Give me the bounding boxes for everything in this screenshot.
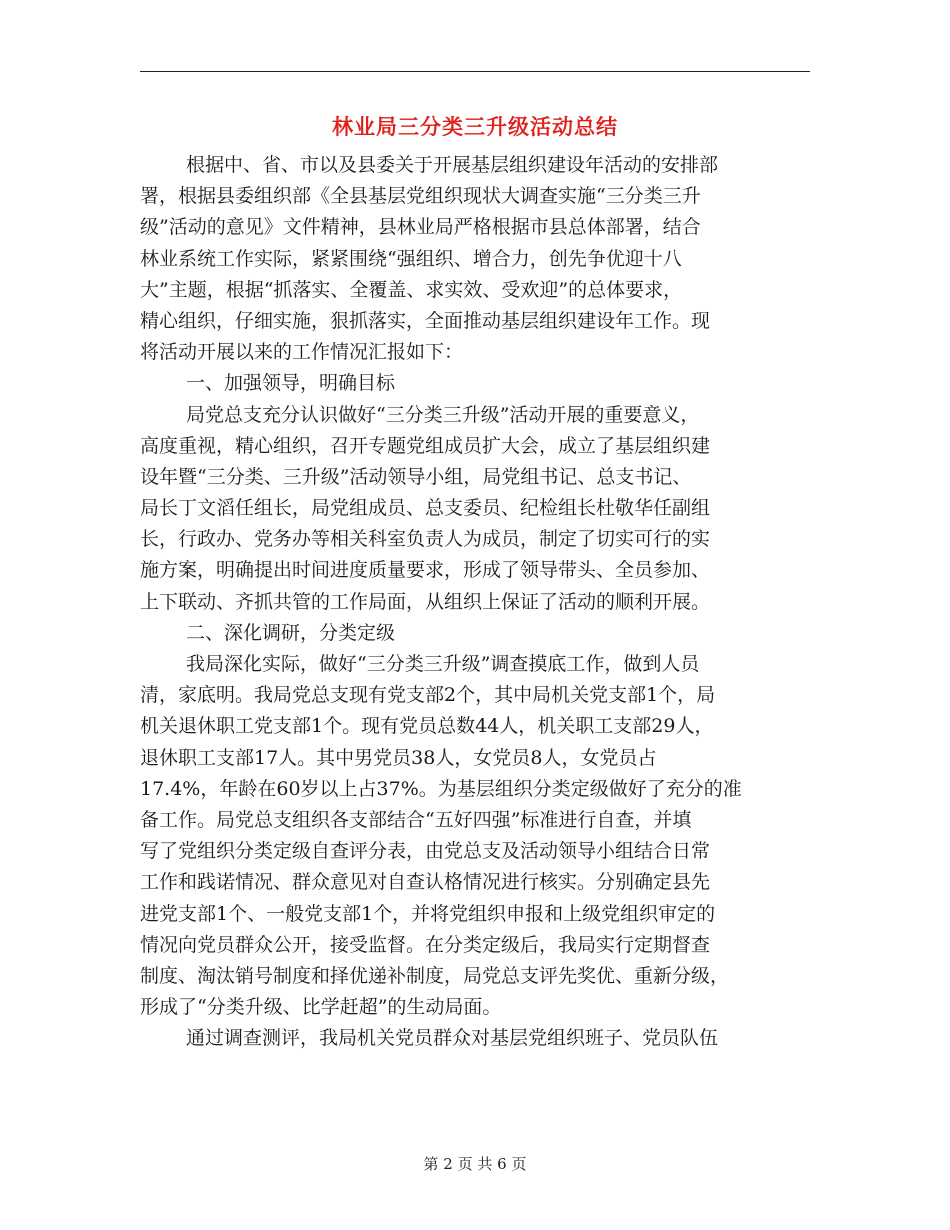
body-line: 林业系统工作实际，紧紧围绕“强组织、增合力，创先争优迎十八 [140, 247, 682, 270]
body-line: 清，家底明。我局党总支现有党支部2个，其中局机关党支部1个，局 [140, 684, 716, 707]
header-rule [140, 71, 810, 72]
body-line: 通过调查测评，我局机关党员群众对基层党组织班子、党员队伍 [186, 1027, 719, 1050]
document-title: 林业局三分类三升级活动总结 [332, 115, 618, 139]
body-line: 退休职工支部17人。其中男党员38人，女党员8人，女党员占 [140, 746, 657, 769]
body-line: 高度重视，精心组织，召开专题党组成员扩大会，成立了基层组织建 [140, 434, 711, 457]
body-line: 工作和践诺情况、群众意见对自查认格情况进行核实。分别确定县先 [140, 871, 711, 894]
body-line: 局党总支充分认识做好“三分类三升级”活动开展的重要意义， [186, 403, 700, 426]
body-line: 施方案，明确提出时间进度质量要求，形成了领导带头、全员参加、 [140, 559, 711, 582]
body-line: 制度、淘汰销号制度和择优递补制度，局党总支评先奖优、重新分级， [140, 964, 730, 987]
body-line: 设年暨“三分类、三升级”活动领导小组，局党组书记、总支书记、 [140, 465, 692, 488]
body-line: 局长丁文滔任组长，局党组成员、总支委员、纪检组长杜敬华任副组 [140, 497, 711, 520]
body-line: 进党支部1个、一般党支部1个，并将党组织申报和上级党组织审定的 [140, 902, 716, 925]
body-line: 形成了“分类升级、比学赶超”的生动局面。 [140, 996, 502, 1019]
page-footer: 第 2 页 共 6 页 [423, 1155, 527, 1173]
body-line: 我局深化实际，做好“三分类三升级”调查摸底工作，做到人员 [186, 653, 700, 675]
body-line: 写了党组织分类定级自查评分表，由党总支及活动领导小组结合日常 [140, 840, 711, 863]
body-line: 上下联动、齐抓共管的工作局面，从组织上保证了活动的顺利开展。 [140, 590, 711, 613]
body-line: 根据中、省、市以及县委关于开展基层组织建设年活动的安排部 [186, 154, 719, 176]
body-line: 17.4%，年龄在60岁以上占37%。为基层组织分类定级做好了充分的准 [140, 777, 742, 800]
body-line: 机关退休职工党支部1个。现有党员总数44人，机关职工支部29人， [140, 715, 714, 738]
body-line: 大”主题，根据“抓落实、全覆盖、求实效、受欢迎”的总体要求， [140, 278, 683, 301]
body-line: 将活动开展以来的工作情况汇报如下： [140, 341, 464, 364]
body-line: 长，行政办、党务办等相关科室负责人为成员，制定了切实可行的实 [140, 528, 711, 551]
document-body [140, 150, 810, 1054]
body-line: 精心组织，仔细实施，狠抓落实，全面推动基层组织建设年工作。现 [140, 309, 711, 332]
body-line: 备工作。局党总支组织各支部结合“五好四强”标准进行自查，并填 [140, 808, 692, 831]
body-line: 署，根据县委组织部《全县基层党组织现状大调查实施“三分类三升 [140, 185, 701, 208]
body-line: 情况向党员群众公开，接受监督。在分类定级后，我局实行定期督查 [140, 933, 711, 956]
body-line: 级”活动的意见》文件精神，县林业局严格根据市县总体部署，结合 [140, 216, 701, 239]
section-heading: 一、加强领导，明确目标 [186, 372, 396, 395]
section-heading: 二、深化调研，分类定级 [186, 621, 396, 644]
